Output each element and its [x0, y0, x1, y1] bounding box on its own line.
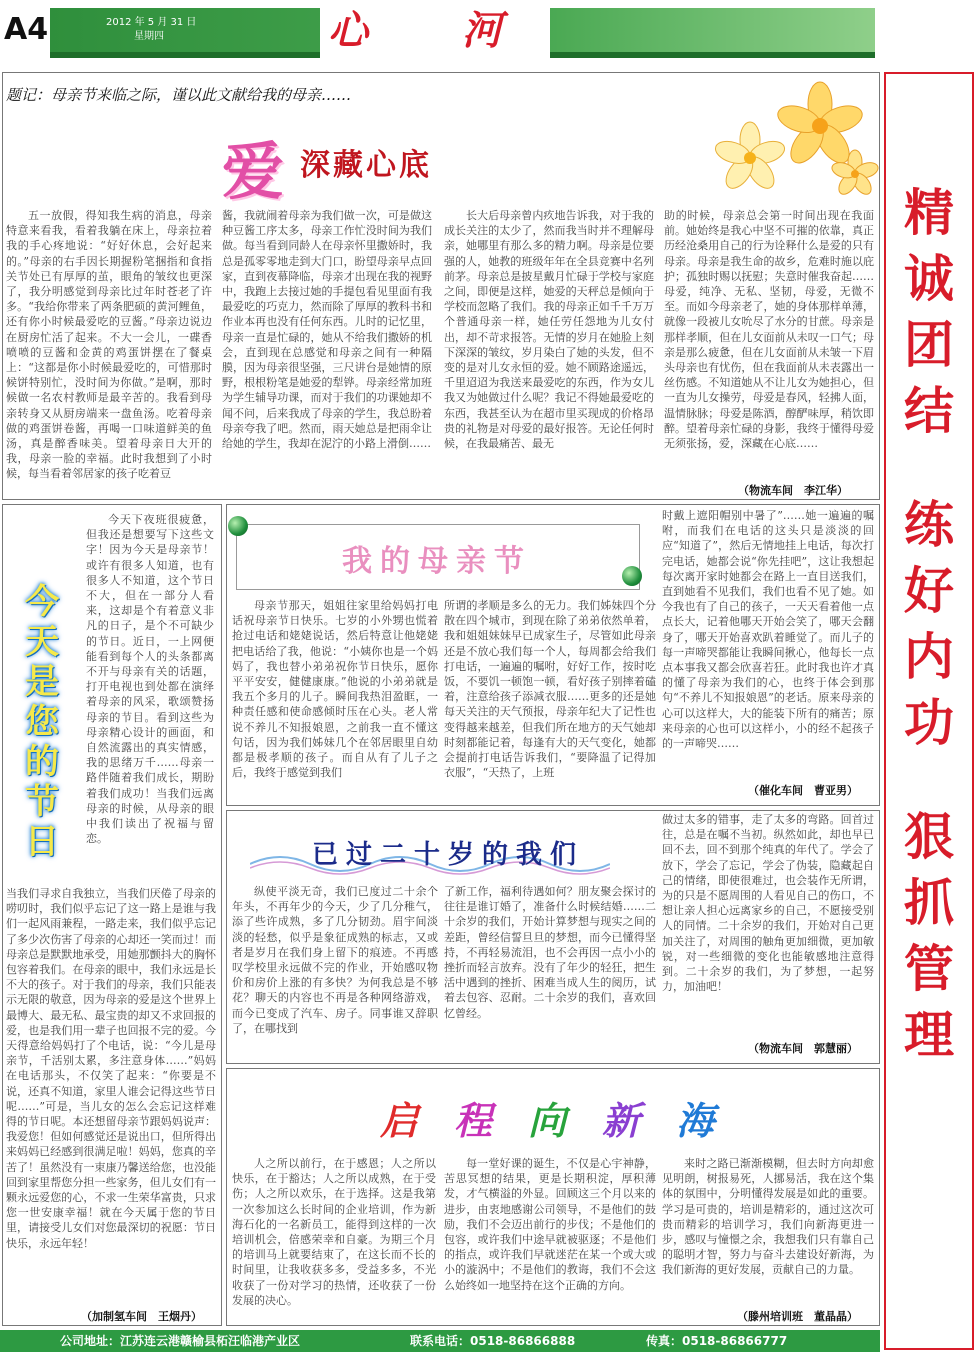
side-article-title: 今天是您的节日 — [25, 582, 59, 862]
footer-phone: 联系电话：0518-86866888 — [410, 1334, 576, 1348]
footer-bar — [0, 1330, 880, 1352]
frangipani-flower-icon — [690, 70, 880, 198]
issue-date — [106, 16, 196, 44]
article-3-byline: （物流车间 郭慧丽） — [748, 1042, 858, 1055]
article-3-title: 已过二十岁的我们 — [312, 840, 585, 870]
article-2-title: 我的母亲节 — [342, 544, 532, 579]
slogan-line-3 — [884, 804, 974, 1068]
article-1-title: 深藏心底 — [300, 148, 432, 183]
side-article-byline: （加制氢车间 王烟丹） — [81, 1310, 202, 1323]
article-4-title-char: 程 — [454, 1098, 529, 1143]
article-4-title-char: 海 — [676, 1098, 751, 1143]
love-glyph: 爱 — [222, 135, 285, 208]
section-title: 心 河 — [320, 2, 550, 60]
date-text: 2012 年 5 月 31 日 — [106, 17, 197, 28]
article-4-title-char: 启 — [380, 1098, 455, 1143]
article-2-column-2: 所谓的孝顺是多么的无力。我们姊妹四个分散在四个城市，到现在除了弟弟依然单着，我和姐姐妹妹早已成家生子，尽管如此母亲还是不放心我们每一个人，每周都会给我们打电话，一遍遍的嘱咐，好好工作，按时吃饭，不要饥一顿饱一顿，看好孩子别摔着磕着，注意给孩子添减衣服……更多的还是她每天关注的天气预报，母亲年纪大了记性也变得越来越差，但我们所在地方的天气她却时刻都能记着，每逢有大的天气变化，她都会提前打电话告诉我们，“要降温了记得加衣服”，“天热了，上班 — [444, 599, 656, 780]
article-1-column-1: 五一放假，得知我生病的消息，母亲特意来看我，看着我躺在床上，母亲拉着我的手心疼地说：“好好休息，会好起来的。”母亲的右手因长期握粉笔捆指和食指关节处已有厚厚的茧，眼角的皱纹也更深了，我分明感觉到母亲比过年时苍老了许多。“我给你带来了两条肥硕的黄河鲤鱼，还有你小时候最爱吃的豆酱。”母亲边说边在厨房忙活了起来。不大一会儿，一碟香喷喷的豆酱和金黄的鸡蛋饼摆在了餐桌上：“这都是你小时候最爱吃的，可惜那时候饼特别忙，没时间为你做。”是啊，那时候做一名农村教师是最辛苦的。我看到母亲转身又从厨房端来一盘鱼汤。吃着母亲做的鸡蛋饼卷酱，再喝一口味道鲜美的鱼汤，真是醉香味美。望着母亲日大开的我，母亲一脸的幸福。此时我想到了小时候，每当看着邻居家的孩子吃着豆 — [6, 209, 212, 481]
article-1-column-3: 长大后母亲曾内疚地告诉我，对于我的成长关注的太少了，然而我当时并不理解母亲，她哪里有那么多的精力啊。母亲是位要强的人，她教的班级年年在全县竞赛中名列前茅。母亲总是披星戴月忙碌于学校与家庭之间，即便是这样，她爱的天秤总是倾向于学校而忽略了我们。我的母亲正如千千万万个普通母亲一样，她任劳任怨地为儿女付出，却不苛求报答。无情的岁月在她脸上刻下深深的皱纹，岁月染白了她的头发，但不变的是对儿女永恒的爱。她不顾路途遥远，千里迢迢为我送来最爱吃的东西，作为女儿我又为她做过什么呢？我记不得她最爱吃的东西，我甚至认为在超市里买现成的价格昂贵的礼物是对母爱的最好报答。无论任何时候，在我最痛苦、最无 — [444, 209, 654, 451]
green-bead-icon — [228, 516, 248, 536]
article-3-column-2: 了新工作，福利待遇如何？朋友聚会探讨的往往是谁订婚了，准备什么时候结婚……二十余岁的我们，开始计算梦想与现实之间的差距，曾经信誓旦旦的梦想，而今已懂得坚持，不再轻易流泪，也不会再因一点小小的挫折而轻言放弃。没有了年少的轻狂，把生活中遇到的挫折、困难当成人生的阅历，试着去包容、忍耐。二十余岁的我们，喜欢回忆曾经。 — [444, 885, 656, 1020]
footer-fax: 传真：0518-86866777 — [646, 1334, 788, 1348]
footer-address: 公司地址：江苏连云港赣榆县柘汪临港产业区 — [60, 1334, 301, 1348]
side-article-wide-column: 当我们寻求自我独立，当我们厌倦了母亲的唠叨时，我们似乎忘记了这一路上是谁与我们一起风雨兼程，一路走来，我们似乎忘记了多少次伤害了母亲的心却还一笑而过！而母亲总是默默地承受，用她那颤抖大的胸怀包容着我们。在母亲的眼中，我们永远是长不大的孩子。对于我们的母亲，我们只能表示无限的敬意，因为母亲的爱是这个世界上最博大、最无私、最宝贵的却又不求回报的爱，也是我们用一辈子也回报不完的爱。今天得意给妈妈打了个电话，说：“今儿是母亲节，千活别太累，多注意身体……”妈妈在电话那头，不仅笑了起来：“你要是不说，还真不知道，家里人谁会记得这些节日呢……”可是，当儿女的怎么会忘记这样难得的节日呢。本还想留母亲节跟妈妈说声：我爱您！但如何感觉还是说出口，但所得出来妈妈已经感到很满足啦！妈妈，您真的辛苦了！虽然没有一束康乃馨送给您，也没能回到家里帮您分担一些家务，但儿女们有一颗永远爱您的心，不求一生荣华富贵，只求您一世安康幸福！就在今天属于您的节日里，请接受儿女们对您最深切的祝愿：节日快乐，永远年轻！ — [6, 887, 216, 1250]
article-4-title — [380, 1090, 750, 1145]
article-4-title-char: 向 — [528, 1098, 603, 1143]
article-3-column-1: 纵使平淡无奇，我们已度过二十余个年头，不再年少的今天，少了几分稚气，添了些许成熟，多了几分韧劲。眉宇间淡淡的轻愁，似乎是象征成熟的标志，又或者是岁月在我们身上留下的痕迹。不再感叹学校里永远做不完的作业，开始感叹物价和房价上涨的有多快？为何我总是不够花？聊天的内容也不再是各种网络游戏，而今已变成了汽车、房子。同事谁又辞职了，在哪找到 — [232, 885, 438, 1035]
slogan-line-1 — [884, 180, 974, 444]
page-number: A4 — [4, 12, 49, 47]
epigraph: 题记：母亲节来临之际，谨以此文献给我的母亲…… — [6, 86, 352, 104]
article-2-column-3: 时戴上遮阳帽别中暑了”……她一遍遍的嘱咐，而我们在电话的这头只是淡淡的回应“知道了”，然后无情地挂上电话，每次打完电话，她都会说“你先挂吧”，这让我想起每次离开家时她都会在路上一直目送我们，直到她看不见我们，我们也看不见了她。如今我也有了自己的孩子，一天天看着他一点点长大，记着他哪天开始会笑了，哪天会翻身了，哪天开始喜欢趴着睡觉了。而儿子的每一声啼哭都能让我瞬间揪心，他每长一点点本事我又都会欣喜若狂。此时我也许才真的懂了母亲为我们的心，也终于体会到那句“不养儿不知报娘恩”的老话。原来母亲的心可以这样大，大的能装下所有的痛苦；原来母亲的心也可以这样小，小的经不起孩子的一声啼哭…… — [662, 509, 874, 751]
article-4-column-1: 人之所以前行，在于感恩；人之所以快乐，在于豁达；人之所以成熟，在于受伤；人之所以欢乐，在于选择。这是我第一次参加这么长时间的企业培训，作为新海石化的一名新员工，能得到这样的一次培训机会，倍感荣幸和自豪。为期三个月的培训马上就要结束了，在这长而不长的时间里，让我收获多多，受益多多，不光收获了一份对学习的热情，还收获了一份发展的决心。 — [232, 1157, 436, 1307]
slogan-line-2-text: 练好内功 — [904, 495, 954, 752]
article-4-column-3: 来时之路已渐渐模糊，但去时方向却愈见明朗，树报易死，人挪易活，我在这个集体的氛围中，分明懂得发展是如此的重要。学习是可贵的，培训是精彩的，通过这次可贵而精彩的培训学习，我们向新海更进一步，感叹与憧憬之余，我想我们只有靠自己的聪明才智，努力与奋斗去建设好新海，为我们新海的更好发展，贡献自己的力量。 — [662, 1157, 874, 1277]
article-4-title-text — [380, 1098, 750, 1143]
article-2-column-1: 母亲节那天，姐姐往家里给妈妈打电话祝母亲节日快乐。七岁的小外甥也慌着抢过电话和姥姥说话，然后特意让他姥姥把电话给了我，他说：“小姨你也是一个妈妈了，我也替小弟弟祝你节日快乐，愿你平平安安，健健康康。”他说的小弟弟就是我五个多月的儿子。瞬间我热泪盈眶，一种责任感和使命感倾时压在心头。老人常说不养儿不知报娘恩，之前我一直不懂这句话，因为我们姊妹几个在邻居眼里自幼都是极孝顺的孩子。而自从有了儿子之后，我终于感觉到我们 — [232, 599, 438, 780]
weekday-text: 星期四 — [134, 31, 164, 42]
slogan-line-1-text: 精诚团结 — [904, 183, 954, 440]
article-3-column-3: 做过太多的错事，走了太多的弯路。回首过往，总是在嘱不当初。纵然如此，却也早已回不去，回不到那个纯真的年代了。学会了放下，学会了忘记，学会了伪装，隐藏起自己的情绪，即使很难过，也会装作无所谓，为的只是不愿周围的人看见自己的伤口，不想让亲人担心远离家乡的自己，不愿接受别人的同情。二十余岁的我们，开始对自己更加关注了，对周围的触角更加细微，更加敏锐，对一些细微的变化也能敏感地注意得到。二十余岁的我们，为了梦想，一起努力，加油吧！ — [662, 813, 874, 994]
article-1-column-2: 酱，我就闹着母亲为我们做一次，可是做这种豆酱工序太多，母亲工作忙没时间为我们做。每当看到同龄人在母亲怀里撒娇时，我总是孤零零地走到大门口，盼望母亲早点回家，直到夜幕降临，母亲才出现在我的视野中，我跑上去接过她的手提包看见里面有我最爱吃的巧克力，然而除了厚厚的教科书和作业本再也没有任何东西。儿时的记忆里，母亲一直是忙碌的，她从不给我们撒娇的机会，直到现在总感觉和母亲之间有一种隔膜，因为母亲很坚强，三尺讲台是她情的原野，根根粉笔是她爱的犁铧。母亲经常加班为学生辅导功课，而对于我们的功课她却不闻不问，后来我成了母亲的学生，我总盼着母亲夸我了吧。然而，雨天她总是把雨伞让给她的学生，我却在泥泞的小路上滑倒…… — [222, 209, 432, 451]
slogan-line-3-text: 狠抓管理 — [904, 807, 954, 1064]
article-1-column-4: 助的时候，母亲总会第一时间出现在我面前。她始终是我心中坚不可摧的依靠，真正历经沧桑用自己的行为诠释什么是爱的只有母亲。母亲是我生命的故乡，危难时施以庇护；孤独时赐以抚慰；失意时催我奋起……母爱，纯净、无私、坚韧，母爱，无微不至。而如今母亲老了，她的身体那样单薄，就像一段被儿女吮尽了水分的甘蔗。母亲是那样孝顺，但在儿女面前从未叹一口气；母亲是那么疲惫，但在儿女面前从未皱一下眉头母亲也有忧伤，但在我面前从未表露出一丝伤感。不知道她从不让儿女为她担心，但一直为儿女操劳，母爱是春风，轻拂人面，温情脉脉；母爱是陈酒，醇酽味厚，稍饮即醉。望着母亲忙碌的身影，我终于懂得母爱无须张扬，爱，深藏在心底…… — [664, 209, 874, 451]
article-4-column-2: 每一堂好课的诞生，不仅是心宇神静，苦思冥想的结果，更是长期积淀，厚积薄发，才气横溢的外显。回顾这三个月以来的进步，由衷地感谢公司领导，不是他们的鼓励，我们不会迈出前行的步伐；不是他们的包容，或许我们中途早就被驱逐；不是他们的指点，或许我们早就迷茫在某一个或大或小的漩涡中；不是他们的教诲，我们不会这么始终如一地坚持在这个正确的方向。 — [444, 1157, 656, 1292]
side-article-narrow-column: 今天下夜班很疲惫，但我还是想要写下这些文字！因为今天是母亲节！或许有很多人知道，也有很多人不知道，这个节日不大，但在一部分人看来，这却是个有着意义非凡的日子，是个不可缺少的节日。近日，一上网便能看到每个人的头条都离不开与母亲有关的话题，打开电视也到处都在演绎着母亲的风采，歌颂赞扬母亲的节目。看到这些为母亲精心设计的画面，和自然流露出的真实情感，我的思绪万千……母亲一路伴随着我们成长，期盼着我们成功！当我们远离母亲的时候，从母亲的眼中我们读出了祝福与留恋。 — [86, 513, 214, 846]
article-4-title-char: 新 — [602, 1098, 677, 1143]
article-4-byline: （滕州培训班 董晶晶） — [737, 1310, 858, 1323]
slogan — [884, 180, 974, 1068]
slogan-line-2 — [884, 492, 974, 756]
article-1-byline: （物流车间 李江华） — [738, 484, 848, 497]
article-2-byline: （催化车间 曹亚男） — [748, 784, 858, 797]
